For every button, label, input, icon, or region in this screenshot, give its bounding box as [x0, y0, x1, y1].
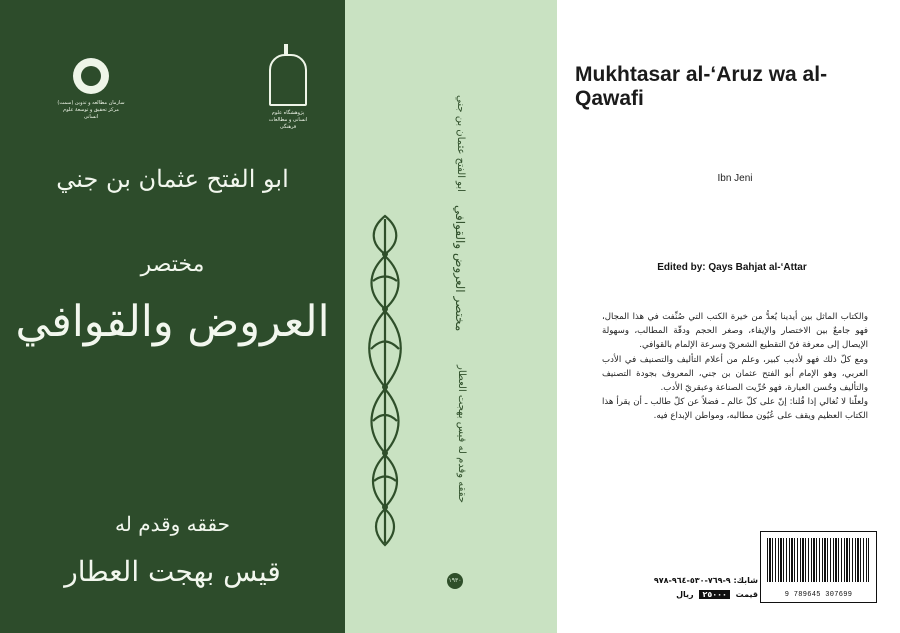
- back-editor: Edited by: Qays Bahjat al-‘Attar: [657, 262, 807, 273]
- back-description: [602, 310, 868, 424]
- front-author: ابو الفتح عثمان بن جني: [56, 165, 289, 193]
- spine-number: ١٩٣٠: [447, 573, 463, 589]
- samt-logo: [56, 58, 126, 121]
- back-title: Mukhtasar al-‘Aruz wa al-Qawafi: [575, 63, 828, 110]
- spine-author: ابو الفتح عثمان بن جني: [455, 95, 466, 192]
- mosque-icon: [269, 54, 307, 106]
- description-paragraph: ولعلّنا لا نُغالي إذا قُلنا: إنّ على كلّ عالم ـ فضلاً عن كلّ طالب ـ أن يقرأ هذا الكتاب العظيم ويقف على عُيُون مطالبه، ومواطن الإبداع فيه.: [602, 397, 868, 422]
- price-value: ٢٥٠٠٠: [699, 590, 729, 599]
- front-editor-name: قيس بهجت العطار: [64, 555, 281, 588]
- front-title-large: العروض والقوافي: [15, 297, 330, 347]
- samt-logo-text: سازمان مطالعه و تدوین (سمت) مرکز تحقیق و توسعهٔ علوم انسانی: [57, 100, 125, 120]
- ornament-icon: [359, 211, 411, 551]
- barcode-digits: 9 789645 307699: [784, 591, 853, 599]
- price-label: قيمت: [735, 590, 758, 599]
- institute-logo-text: پژوهشگاه علوم انسانی و مطالعات فرهنگی: [268, 110, 308, 130]
- price-text: [654, 590, 758, 599]
- samt-emblem-icon: [73, 58, 109, 94]
- spine-editor: حققه وقدم له قيس بهجت العطار: [456, 365, 467, 503]
- barcode: [760, 531, 877, 603]
- arabesque-ornament: [359, 211, 411, 551]
- barcode-icon: [767, 538, 869, 582]
- front-cover: [0, 0, 345, 633]
- spine-title: مختصر العروض والقوافي: [453, 205, 467, 332]
- description-paragraph: ومع كلّ ذلك فهو لأديب كبير، وعلم من أعلام التأليف والتصنيف في الأدب العربي، وهو الإمام أبو الفتح عثمان بن جني، المعروف بجودة التصنيف والتأليف وحُسن العبارة، فهو حُرِّيت الصناعة وعبقريّ الأدب.: [602, 354, 868, 394]
- back-author: Ibn Jeni: [717, 173, 753, 184]
- isbn-text: شابك: ٩-٧٦٩-٥٣٠-٩٦٤-٩٧٨: [653, 576, 758, 585]
- front-title-small: مختصر: [140, 252, 205, 277]
- institute-logo: [264, 54, 312, 131]
- front-editor-label: حققه وقدم له: [115, 512, 230, 536]
- price-currency: ريال: [676, 590, 694, 599]
- description-paragraph: والكتاب الماثل بين أيدينا يُعدُّ من خيرة الكتب التي صُنِّفت في هذا المجال، فهو جامعٌ بين الاختصار والإيفاء، وصغر الحجم ودقّة المطالب، وسهولة الإيصال إلى معرفة فنّ التقطيع الشعريّ وسرعة الإلمام بالقوافي.: [602, 312, 868, 351]
